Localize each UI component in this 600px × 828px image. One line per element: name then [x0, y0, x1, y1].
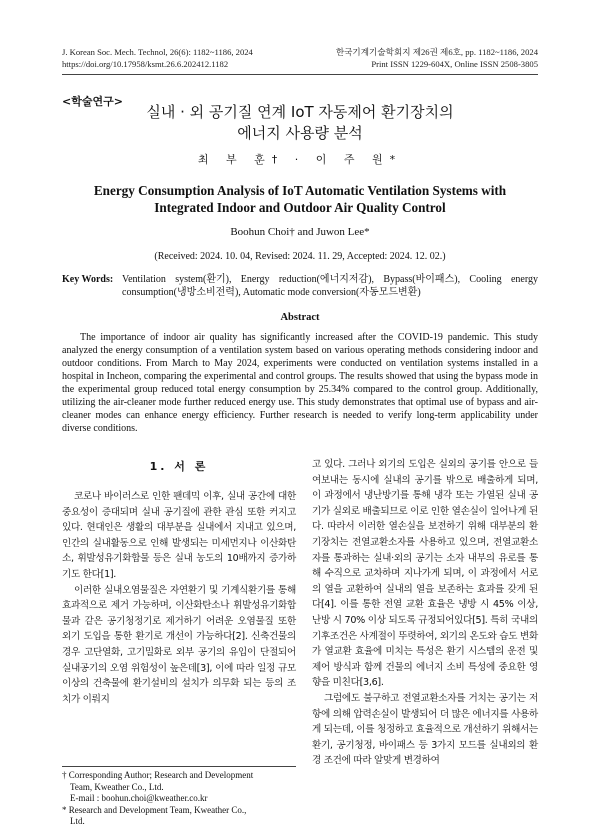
- issn: Print ISSN 1229-604X, Online ISSN 2508-3805: [371, 59, 538, 69]
- keywords-label: Key Words:: [62, 274, 114, 285]
- intro-paragraph-2: 이러한 실내오염물질은 자연환기 및 기계식환기를 통해 효과적으로 제거 가능하며, 이산화탄소나 휘발성유기화합물과 같은 공기청정기로 제거하기 어려운 오염물질 또한 외기 도입을 통한 환기로 개선이 가능하다[2]. 신축건물의 경우 고단열화, 고기밀화로 외부 공기의 유입이 단절되어 실내공기의 오염 위험성이 높은데[3], 이에 따라 일정 규모 이상의 건축물에 환기설비의 설치가 의무화 되는 등의 조치가 이뤄지: [62, 584, 296, 705]
- section-heading-introduction: 1. 서 론: [149, 460, 209, 473]
- abstract-heading: Abstract: [280, 312, 320, 323]
- title-korean-line2: 에너지 사용량 분석: [237, 124, 363, 142]
- title-korean: [0, 102, 600, 144]
- footnote-corresponding-2: Team, Kweather Co., Ltd.: [70, 781, 164, 792]
- journal-citation: J. Korean Soc. Mech. Technol, 26(6): 1182~1186, 2024: [62, 47, 253, 57]
- keywords-text: Ventilation system(환기), Energy reduction(에너지저감), Bypass(바이패스), Cooling energy consumption(냉방소비전력), Automatic mode conversion(자동모드변환): [122, 274, 538, 298]
- footnote-corresponding-1: † Corresponding Author; Research and Development: [62, 770, 254, 780]
- left-column: [62, 489, 296, 707]
- footnote-rule: [62, 766, 296, 767]
- intro-paragraph-1: 코로나 바이러스로 인한 팬데믹 이후, 실내 공간에 대한 중요성이 증대되며 실내 공기질에 관한 관심 또한 커지고 있다. 현대인은 생활의 대부분을 실내에서 지내고 있으며, 인간의 실내활동으로 인해 발생되는 미세먼지나 이산화탄소, 휘발성유기화합물 등은 실내 농도의 10배까지 증가하기도 한다[1].: [62, 491, 296, 580]
- right-column: [312, 457, 538, 769]
- header-rule: [62, 74, 538, 75]
- footnote-affiliation-2: Ltd.: [70, 816, 85, 826]
- article-category: <학술연구>: [62, 95, 123, 108]
- doi-link[interactable]: https://doi.org/10.17958/ksmt.26.6.202412.1182: [62, 59, 229, 69]
- footnote-email[interactable]: E-mail : boohun.choi@kweather.co.kr: [70, 793, 208, 803]
- footnotes: [62, 770, 296, 828]
- journal-header-right: [336, 46, 538, 70]
- journal-citation-ko: 한국기계기술학회지 제26권 제6호, pp. 1182~1186, 2024: [335, 47, 538, 57]
- title-english: [62, 182, 538, 216]
- title-korean-line1: 실내 · 외 공기질 연계 IoT 자동제어 환기장치의: [146, 103, 454, 121]
- title-english-line1: Energy Consumption Analysis of IoT Automatic Ventilation Systems with: [93, 183, 507, 198]
- authors-english: Boohun Choi† and Juwon Lee*: [230, 226, 370, 238]
- journal-header-left: [62, 46, 253, 70]
- authors-korean: 최 부 훈† · 이 주 원*: [197, 153, 403, 166]
- intro-paragraph-4: 그럼에도 불구하고 전열교환소자를 거치는 공기는 저항에 의해 압력손실이 발생되어 더 많은 에너지를 사용하게 되는데, 이를 청정하고 효율적으로 개선하기 위해서는 환기, 공기청정, 바이패스 등 3가지 모드를 실내외의 환경 조건에 따라 알맞게 변경하여: [312, 692, 538, 767]
- footnote-affiliation-1: * Research and Development Team, Kweather Co.,: [62, 804, 247, 815]
- title-english-line2: Integrated Indoor and Outdoor Air Quality Control: [154, 200, 446, 215]
- received-dates: (Received: 2024. 10. 04, Revised: 2024. 11. 29, Accepted: 2024. 12. 02.): [154, 251, 446, 262]
- abstract-body: The importance of indoor air quality has significantly increased after the COVID-19 pandemic. This study analyzed the energy consumption of a ventilation system based on various operating methods considering indoor and outdoor conditions. From March to May 2024, experiments were conducted on ventilation systems installed in a hospital in Incheon, comparing the experimental and control groups. The results showed that using the bypass mode in the experimental group reduced total energy consumption by 25.34% compared to the control group. Additionally, utilizing the air-cleaner mode further reduced energy use. This study demonstrates that optimal use of bypass and air-cleaner modes can enhance energy efficiency. Further research is needed to verify long-term applicability under diverse conditions.: [62, 332, 538, 434]
- intro-paragraph-3: 고 있다. 그러나 외기의 도입은 실외의 공기를 안으로 들여보내는 동시에 실내의 공기를 밖으로 배출하게 되며, 이 과정에서 냉난방기를 통해 냉각 또는 가열된 실내 공기가 실외로 배출되므로 이로 인한 열손실이 일어나게 된다. 따라서 이러한 열손실을 보전하기 위해 대부분의 환기장치는 전열교환소자를 사용하고 있으며, 전열교환소자를 통과하는 실내·외의 공기는 소자 내부의 유로를 통해 수직으로 교차하며 지나가게 되며, 이 과정에서 서로의 열을 교환하여 실내의 열을 보존하는 효과를 갖게 된다[4]. 이를 통한 전열 교환 효율은 냉방 시 45% 이상, 난방 시 70% 이상 되도록 규정되어있다[5]. 특히 국내의 기후조건은 사계절이 뚜렷하여, 외기의 온도와 습도 변화가 열교환 효율에 미치는 특성은 환기 시스템의 운전 및 제어 방식과 함께 건물의 에너지 소비 특성에 중요한 영향을 미친다[3,6].: [312, 459, 538, 689]
